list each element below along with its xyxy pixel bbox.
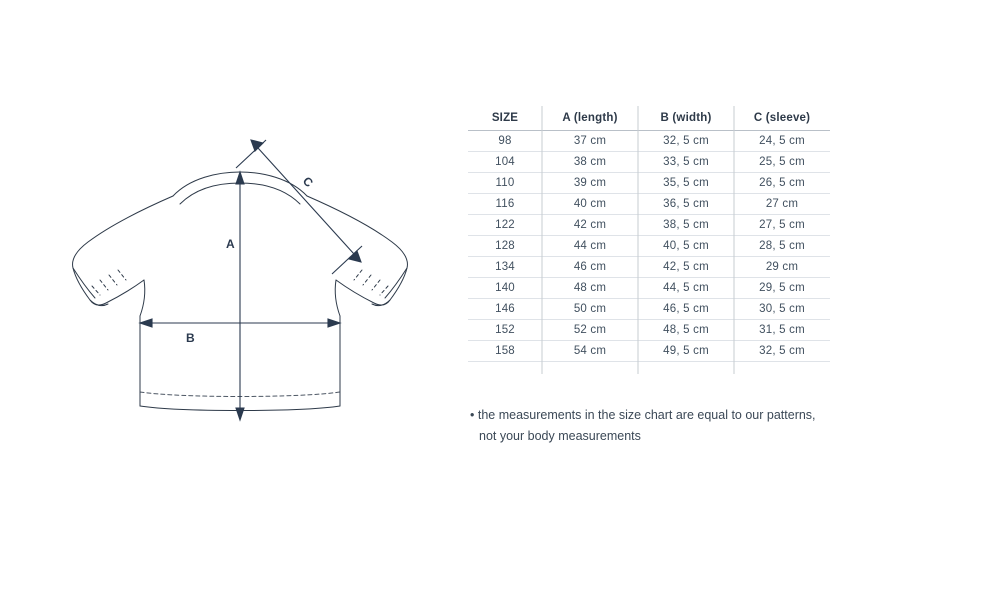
cell-size: 152 [468,320,542,341]
cell-length: 50 cm [542,299,638,320]
table-row [468,320,830,341]
cell-size: 98 [468,131,542,152]
cell-length: 46 cm [542,257,638,278]
table-row [468,131,830,152]
cell-sleeve: 28, 5 cm [734,236,830,257]
cell-sleeve: 24, 5 cm [734,131,830,152]
cell-width: 32, 5 cm [638,131,734,152]
cell-length: 42 cm [542,215,638,236]
cell-size: 158 [468,341,542,362]
table-body [468,131,830,362]
cell-sleeve: 27, 5 cm [734,215,830,236]
cell-width: 42, 5 cm [638,257,734,278]
cell-width: 38, 5 cm [638,215,734,236]
header-size: SIZE [468,106,542,131]
measure-arrow-c [236,140,362,274]
measure-arrow-a [236,172,244,420]
size-chart [468,106,848,362]
measure-label-c: C [299,173,316,191]
cell-length: 40 cm [542,194,638,215]
size-chart-table [468,106,830,362]
cell-length: 52 cm [542,320,638,341]
cell-length: 39 cm [542,173,638,194]
cell-width: 33, 5 cm [638,152,734,173]
cell-size: 116 [468,194,542,215]
cell-sleeve: 32, 5 cm [734,341,830,362]
garment-diagram [40,120,440,440]
cell-width: 44, 5 cm [638,278,734,299]
table-row [468,215,830,236]
cell-size: 140 [468,278,542,299]
cell-width: 40, 5 cm [638,236,734,257]
header-a-length: A (length) [542,106,638,131]
cell-sleeve: 25, 5 cm [734,152,830,173]
cell-size: 146 [468,299,542,320]
cell-sleeve: 31, 5 cm [734,320,830,341]
cell-length: 37 cm [542,131,638,152]
table-header-row [468,106,830,131]
cell-size: 134 [468,257,542,278]
cell-size: 110 [468,173,542,194]
table-row [468,257,830,278]
cell-width: 35, 5 cm [638,173,734,194]
table-row [468,341,830,362]
cell-sleeve: 29 cm [734,257,830,278]
header-b-width: B (width) [638,106,734,131]
note-line-1: • the measurements in the size chart are equal to our patterns, [470,408,816,422]
cell-length: 38 cm [542,152,638,173]
cell-size: 104 [468,152,542,173]
cell-width: 36, 5 cm [638,194,734,215]
measurement-note [470,405,890,447]
cell-sleeve: 26, 5 cm [734,173,830,194]
cell-size: 128 [468,236,542,257]
cell-size: 122 [468,215,542,236]
cell-length: 44 cm [542,236,638,257]
cell-width: 48, 5 cm [638,320,734,341]
note-line-2: not your body measurements [479,429,641,443]
cell-length: 54 cm [542,341,638,362]
table-row [468,152,830,173]
cell-width: 46, 5 cm [638,299,734,320]
cell-sleeve: 27 cm [734,194,830,215]
cell-sleeve: 29, 5 cm [734,278,830,299]
cell-length: 48 cm [542,278,638,299]
cell-width: 49, 5 cm [638,341,734,362]
measure-label-a: A [226,237,235,251]
header-c-sleeve: C (sleeve) [734,106,830,131]
table-row [468,194,830,215]
table-row [468,278,830,299]
measure-label-b: B [186,331,195,345]
cell-sleeve: 30, 5 cm [734,299,830,320]
table-row [468,236,830,257]
table-row [468,299,830,320]
table-row [468,173,830,194]
